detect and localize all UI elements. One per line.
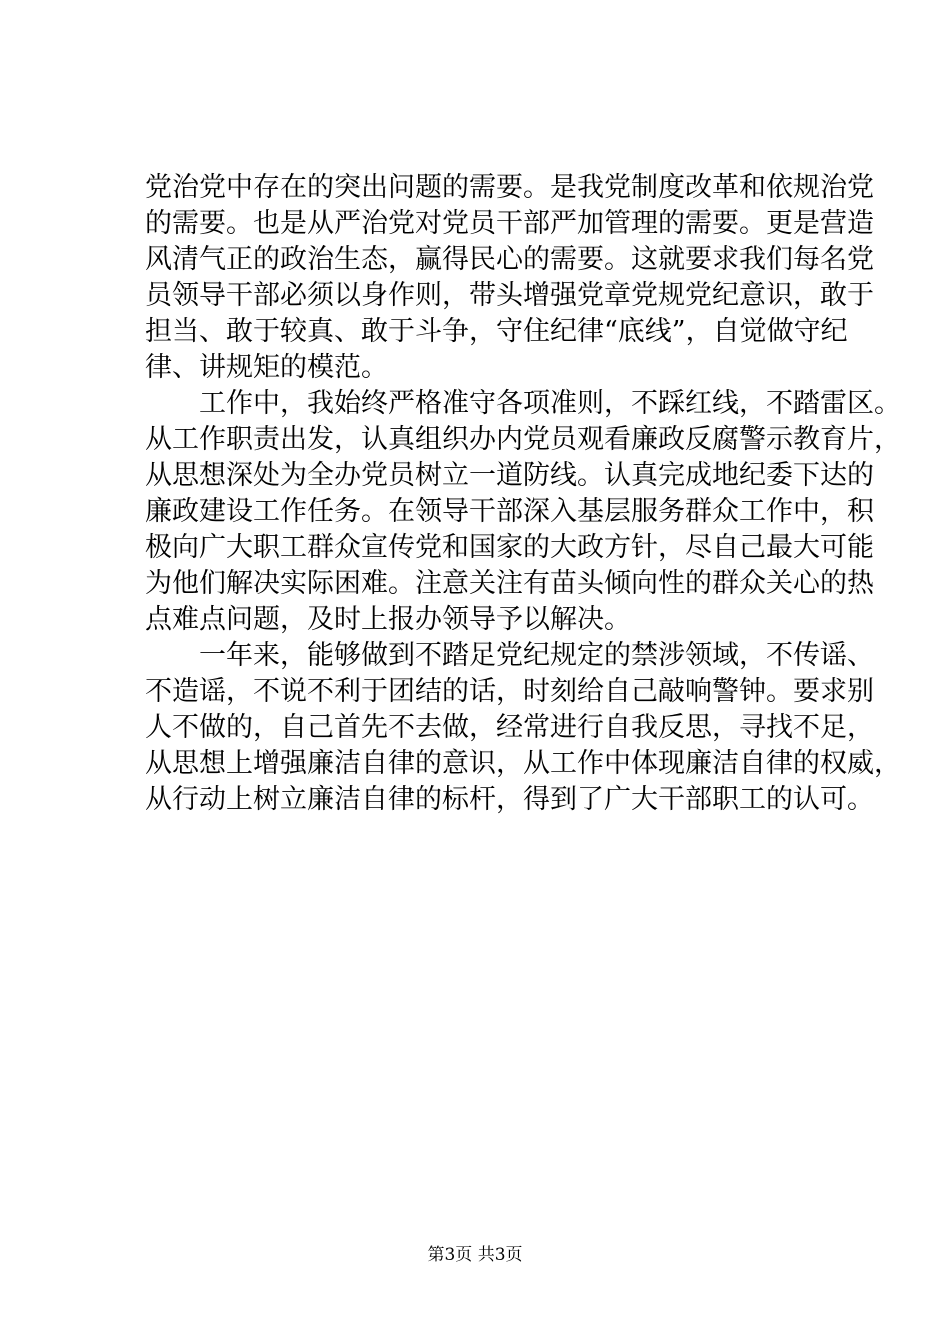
text-line: 工作中，我始终严格准守各项准则，不踩红线，不踏雷区。 [145, 388, 901, 419]
text-line: 从思想上增强廉洁自律的意识，从工作中体现廉洁自律的权威， [145, 748, 901, 779]
text-line: 党治党中存在的突出问题的需要。是我党制度改革和依规治党 [145, 172, 874, 203]
text-line: 律、讲规矩的模范。 [145, 352, 388, 383]
text-line: 一年来，能够做到不踏足党纪规定的禁涉领域，不传谣、 [145, 640, 874, 671]
document-body [145, 170, 901, 818]
page-number-footer: 第3页 共3页 [427, 1245, 523, 1265]
text-line: 为他们解决实际困难。注意关注有苗头倾向性的群众关心的热 [145, 568, 874, 599]
text-line: 人不做的，自己首先不去做，经常进行自我反思，寻找不足， [145, 712, 874, 743]
text-line: 风清气正的政治生态，赢得民心的需要。这就要求我们每名党 [145, 244, 874, 275]
text-line: 点难点问题，及时上报办领导予以解决。 [145, 604, 631, 635]
text-line: 员领导干部必须以身作则，带头增强党章党规党纪意识，敢于 [145, 280, 874, 311]
text-line: 廉政建设工作任务。在领导干部深入基层服务群众工作中，积 [145, 496, 874, 527]
text-line: 从工作职责出发，认真组织办内党员观看廉政反腐警示教育片， [145, 424, 901, 455]
text-line: 的需要。也是从严治党对党员干部严加管理的需要。更是营造 [145, 208, 874, 239]
text-line: 不造谣，不说不利于团结的话，时刻给自己敲响警钟。要求别 [145, 676, 874, 707]
text-line: 从思想深处为全办党员树立一道防线。认真完成地纪委下达的 [145, 460, 874, 491]
text-line: 担当、敢于较真、敢于斗争，守住纪律“底线”，自觉做守纪 [145, 316, 848, 347]
text-line: 从行动上树立廉洁自律的标杆，得到了广大干部职工的认可。 [145, 784, 874, 815]
text-line: 极向广大职工群众宣传党和国家的大政方针，尽自己最大可能 [145, 532, 874, 563]
